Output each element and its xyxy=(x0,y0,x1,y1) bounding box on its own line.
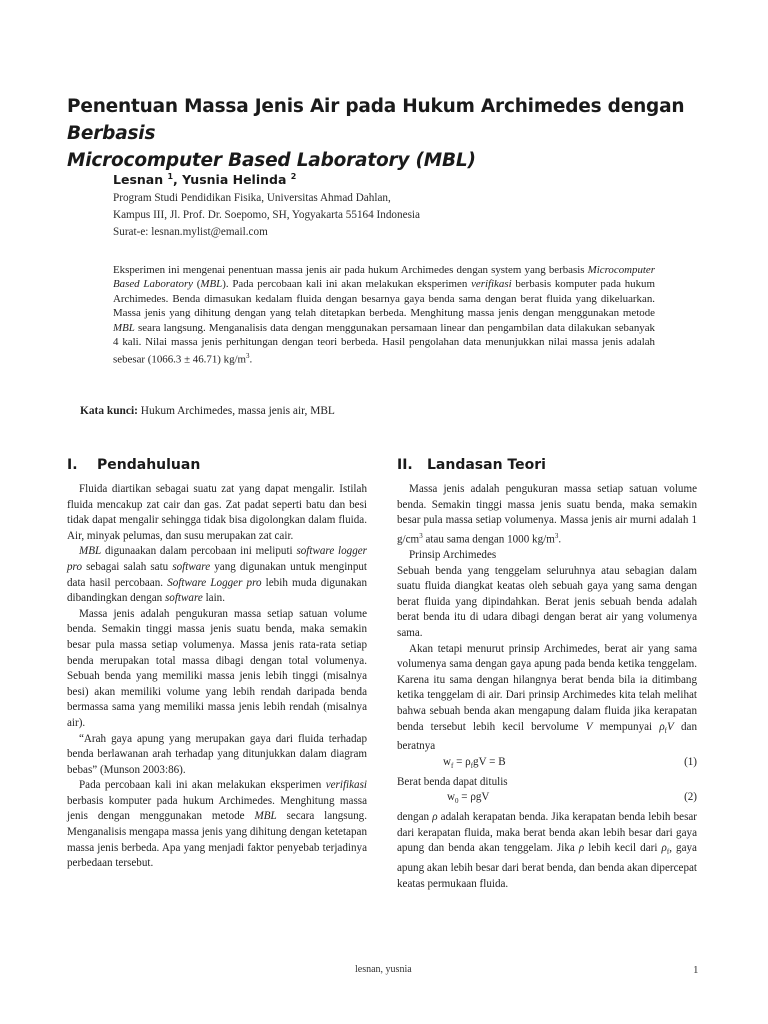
paragraph: Berat benda dapat ditulis xyxy=(397,775,508,788)
affiliation-line: Program Studi Pendidikan Fisika, Universitas Ahmad Dahlan, xyxy=(113,192,391,204)
paper-title: Penentuan Massa Jenis Air pada Hukum Archimedes dengan Berbasis Microcomputer Based Laboratory (MBL) xyxy=(67,96,685,171)
author-name: Lesnan xyxy=(113,172,168,188)
section-heading-pendahuluan: I. Pendahuluan xyxy=(67,457,201,473)
page-number: 1 xyxy=(693,964,699,976)
equation-number: (2) xyxy=(684,791,697,804)
subheading-prinsip-archimedes: Prinsip Archimedes xyxy=(409,549,497,562)
footer-author: lesnan, yusnia xyxy=(355,964,412,975)
section-body-landasan-teori xyxy=(397,482,697,892)
affiliation-address: Kampus III, Jl. Prof. Dr. Soepomo, SH, Yogyakarta 55164 Indonesia xyxy=(113,209,421,221)
paragraph: MBL digunaakan dalam percobaan ini meliputi software logger pro sebagai salah satu software yang digunakan untuk menginput data hasil percobaan. Software Logger pro lebih muda digunakan dibandingkan dengan software lain. xyxy=(67,545,367,605)
paragraph: Sebuah benda yang tenggelam seluruhnya atau sebagian dalam suatu fluida diangkat keatas oleh sebuah gaya yang sama dengan berat fluida yang dipindahkan. Berat jenis sebuah benda adalah berat benda itu di udara dibagi dengan berat air yang volumenya sama. xyxy=(397,564,697,640)
paragraph: Massa jenis adalah pengukuran massa setiap satuan volume benda. Semakin tinggi massa jenis suatu benda, maka semakin besar pula massa setiap volumenya. Massa jenis air murni adalah 1 $g/cm^3$ atau sama dengan 1000 $kg/m^3$. xyxy=(397,483,697,546)
paragraph: Akan tetapi menurut prinsip Archimedes, berat air yang sama volumenya sama dengan gaya apung pada benda ketika tenggelam. Karena itu sama dengan hilangnya berat benda bila ia ditimbang ketika tenggelam di air. Dari prinsip Archimedes kita telah melihat bahwa sebuah benda akan mengapung dalam fluida jika kerapatan benda tersebut lebih kecil bervolume V mempunyai $\rho_fV$ dan beratnya xyxy=(397,642,697,753)
keywords-label: Kata kunci: xyxy=(80,405,138,417)
equation-1: $w_f = \rho_fgV = B$ (1) xyxy=(397,755,697,775)
section-heading-landasan-teori: II. Landasan Teori xyxy=(397,457,546,473)
paragraph: Fluida diartikan sebagai suatu zat yang dapat mengalir. Istilah fluida mencakup zat cair dan gas. Zat padat seperti batu dan besi tidak dapat mengalir sehingga tidak bisa digolongkan dalam fluida. Air, minyak pelumas, dan susu merupakan zat cair. xyxy=(67,483,367,542)
paragraph: Massa jenis adalah pengukuran massa setiap satuan volume benda. Semakin tinggi massa jenis suatu benda, maka semakin besar pula massa setiap volumenya. Massa jenis rata-rata setiap benda merupakan total massa dibagi dengan total volumenya. Sebuah benda yang memiliki massa jenis lebih tinggi (misalnya besi) akan memiliki volume yang lebih rendah daripada benda bermassa sama yang memiliki massa jenis lebih rendah (misalnya air). xyxy=(67,607,367,729)
paragraph: Pada percobaan kali ini akan melakukan eksperimen verifikasi berbasis komputer pada hukum Archimedes. Menghitung massa jenis dengan menggunakan metode MBL secara langsung. Menganalisis mengapa massa jenis yang dihitung dengan ketetapan massa jenis berbeda. Apa yang menjadi faktor penyebab terjadinya perbedaan tersebut. xyxy=(67,779,367,870)
keywords-value: Hukum Archimedes, massa jenis air, MBL xyxy=(137,405,335,417)
keywords xyxy=(80,405,335,417)
equation-2: $w_0 = \rho gV$ (2) xyxy=(397,790,697,810)
equation-number: (1) xyxy=(684,756,697,768)
author-email: Surat-e: lesnan.mylist@email.com xyxy=(113,226,268,238)
paragraph: dengan ρ adalah kerapatan benda. Jika kerapatan benda lebih besar dari kerapatan fluida, maka berat benda akan lebih besar dari gaya apung dan benda akan tenggelam. Jika ρ lebih kecil dari $\rho_f$, gaya apung akan lebih besar dari berat benda, dan benda akan dipercepat keatas permukaan fluida. xyxy=(397,811,698,890)
section-body-pendahuluan xyxy=(67,482,367,872)
author-name: Yusnia Helinda xyxy=(182,172,291,188)
quote-paragraph: “Arah gaya apung yang merupakan gaya dari fluida terhadap benda berlawanan arah terhadap yang ditunjukkan dalam diagram bebas” (Munson 2003:86). xyxy=(67,732,367,776)
author-list: Lesnan $^1$, Yusnia Helinda $^2$ xyxy=(113,172,297,188)
abstract: Eksperimen ini mengenai penentuan massa jenis air pada hukum Archimedes dengan system yang berbasis Microcomputer Based Laboratory (MBL). Pada percobaan kali ini akan melakukan eksperimen verifikasi berbasis komputer pada hukum Archimedes. Benda dimasukan kedalam fluida dengan besarnya gaya benda sama dengan berat fluida yang dikeluarkan. Massa jenis yang dihitung dengan yang telah ditetapkan berbeda. Menghitung massa jenis dengan menggunakan metode MBL seara langsung. Menganalisis data dengan menggunakan persamaan linear dan pengambilan data dilakukan sebanyak 4 kali. Nilai massa jenis perhitungan dengan teori berbeda. Hasil pengolahan data menunjukkan nilai massa jenis adalah sebesar (1066.3 ± 46.71) $kg/m^3$. xyxy=(113,264,655,367)
